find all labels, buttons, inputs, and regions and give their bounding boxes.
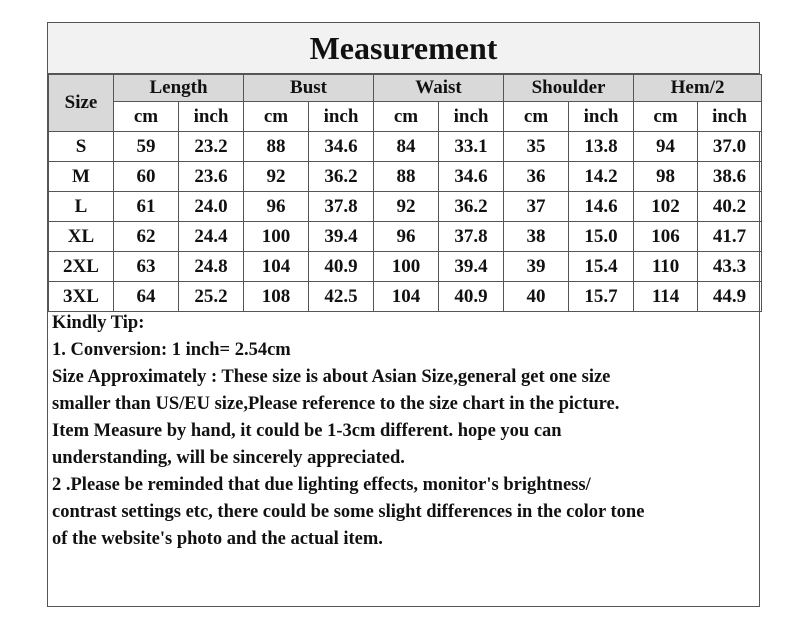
- value-cell: 40.9: [309, 252, 374, 282]
- value-cell: 43.3: [698, 252, 762, 282]
- unit-header-inch: inch: [698, 102, 762, 132]
- value-cell: 100: [374, 252, 439, 282]
- tip-line: of the website's photo and the actual item.: [52, 529, 383, 549]
- tip-line: smaller than US/EU size,Please reference to the size chart in the picture.: [52, 394, 620, 414]
- tip-line: 1. Conversion: 1 inch= 2.54cm: [52, 340, 291, 360]
- unit-header-cm: cm: [244, 102, 309, 132]
- size-cell: 2XL: [49, 252, 114, 282]
- value-cell: 33.1: [439, 132, 504, 162]
- unit-header-inch: inch: [439, 102, 504, 132]
- value-cell: 63: [114, 252, 179, 282]
- group-header-hem: Hem/2: [634, 75, 762, 102]
- value-cell: 61: [114, 192, 179, 222]
- value-cell: 39: [504, 252, 569, 282]
- size-cell: XL: [49, 222, 114, 252]
- value-cell: 62: [114, 222, 179, 252]
- table-row: [49, 192, 762, 222]
- value-cell: 24.0: [179, 192, 244, 222]
- value-cell: 37: [504, 192, 569, 222]
- value-cell: 38.6: [698, 162, 762, 192]
- value-cell: 44.9: [698, 282, 762, 312]
- value-cell: 15.0: [569, 222, 634, 252]
- value-cell: 34.6: [439, 162, 504, 192]
- value-cell: 35: [504, 132, 569, 162]
- table-row: [49, 282, 762, 312]
- value-cell: 42.5: [309, 282, 374, 312]
- tip-line: understanding, will be sincerely appreciated.: [52, 448, 405, 468]
- table-row: [49, 132, 762, 162]
- size-cell: L: [49, 192, 114, 222]
- value-cell: 15.7: [569, 282, 634, 312]
- unit-header-cm: cm: [374, 102, 439, 132]
- value-cell: 114: [634, 282, 698, 312]
- value-cell: 106: [634, 222, 698, 252]
- value-cell: 98: [634, 162, 698, 192]
- unit-header-inch: inch: [569, 102, 634, 132]
- value-cell: 102: [634, 192, 698, 222]
- table-row: [49, 252, 762, 282]
- value-cell: 14.2: [569, 162, 634, 192]
- unit-header-inch: inch: [309, 102, 374, 132]
- value-cell: 88: [374, 162, 439, 192]
- unit-header-cm: cm: [634, 102, 698, 132]
- unit-header-inch: inch: [179, 102, 244, 132]
- value-cell: 37.0: [698, 132, 762, 162]
- value-cell: 37.8: [309, 192, 374, 222]
- size-cell: S: [49, 132, 114, 162]
- value-cell: 23.2: [179, 132, 244, 162]
- tip-line: Size Approximately : These size is about Asian Size,general get one size: [52, 367, 611, 387]
- chart-title: Measurement: [48, 23, 759, 74]
- tip-line: 2 .Please be reminded that due lighting effects, monitor's brightness/: [52, 475, 591, 495]
- value-cell: 108: [244, 282, 309, 312]
- unit-header-cm: cm: [114, 102, 179, 132]
- value-cell: 36.2: [309, 162, 374, 192]
- value-cell: 41.7: [698, 222, 762, 252]
- group-header-waist: Waist: [374, 75, 504, 102]
- value-cell: 40.2: [698, 192, 762, 222]
- group-header-length: Length: [114, 75, 244, 102]
- table-row: [49, 222, 762, 252]
- unit-header-cm: cm: [504, 102, 569, 132]
- tip-line: Item Measure by hand, it could be 1-3cm different. hope you can: [52, 421, 562, 441]
- value-cell: 94: [634, 132, 698, 162]
- size-table: [48, 74, 762, 312]
- value-cell: 88: [244, 132, 309, 162]
- group-header-bust: Bust: [244, 75, 374, 102]
- value-cell: 104: [244, 252, 309, 282]
- value-cell: 24.8: [179, 252, 244, 282]
- value-cell: 39.4: [309, 222, 374, 252]
- value-cell: 84: [374, 132, 439, 162]
- value-cell: 13.8: [569, 132, 634, 162]
- value-cell: 100: [244, 222, 309, 252]
- value-cell: 104: [374, 282, 439, 312]
- value-cell: 96: [374, 222, 439, 252]
- value-cell: 36.2: [439, 192, 504, 222]
- value-cell: 14.6: [569, 192, 634, 222]
- tip-line: Kindly Tip:: [52, 313, 145, 333]
- tip-line: contrast settings etc, there could be some slight differences in the color tone: [52, 502, 645, 522]
- value-cell: 59: [114, 132, 179, 162]
- group-header-shoulder: Shoulder: [504, 75, 634, 102]
- value-cell: 92: [244, 162, 309, 192]
- value-cell: 40: [504, 282, 569, 312]
- value-cell: 39.4: [439, 252, 504, 282]
- value-cell: 36: [504, 162, 569, 192]
- value-cell: 15.4: [569, 252, 634, 282]
- size-header: Size: [49, 75, 114, 132]
- kindly-tips: [52, 310, 757, 553]
- value-cell: 110: [634, 252, 698, 282]
- measurement-chart: [47, 22, 760, 607]
- value-cell: 25.2: [179, 282, 244, 312]
- value-cell: 23.6: [179, 162, 244, 192]
- value-cell: 40.9: [439, 282, 504, 312]
- size-cell: 3XL: [49, 282, 114, 312]
- value-cell: 38: [504, 222, 569, 252]
- value-cell: 60: [114, 162, 179, 192]
- value-cell: 64: [114, 282, 179, 312]
- value-cell: 34.6: [309, 132, 374, 162]
- value-cell: 37.8: [439, 222, 504, 252]
- value-cell: 24.4: [179, 222, 244, 252]
- value-cell: 92: [374, 192, 439, 222]
- size-cell: M: [49, 162, 114, 192]
- value-cell: 96: [244, 192, 309, 222]
- table-row: [49, 162, 762, 192]
